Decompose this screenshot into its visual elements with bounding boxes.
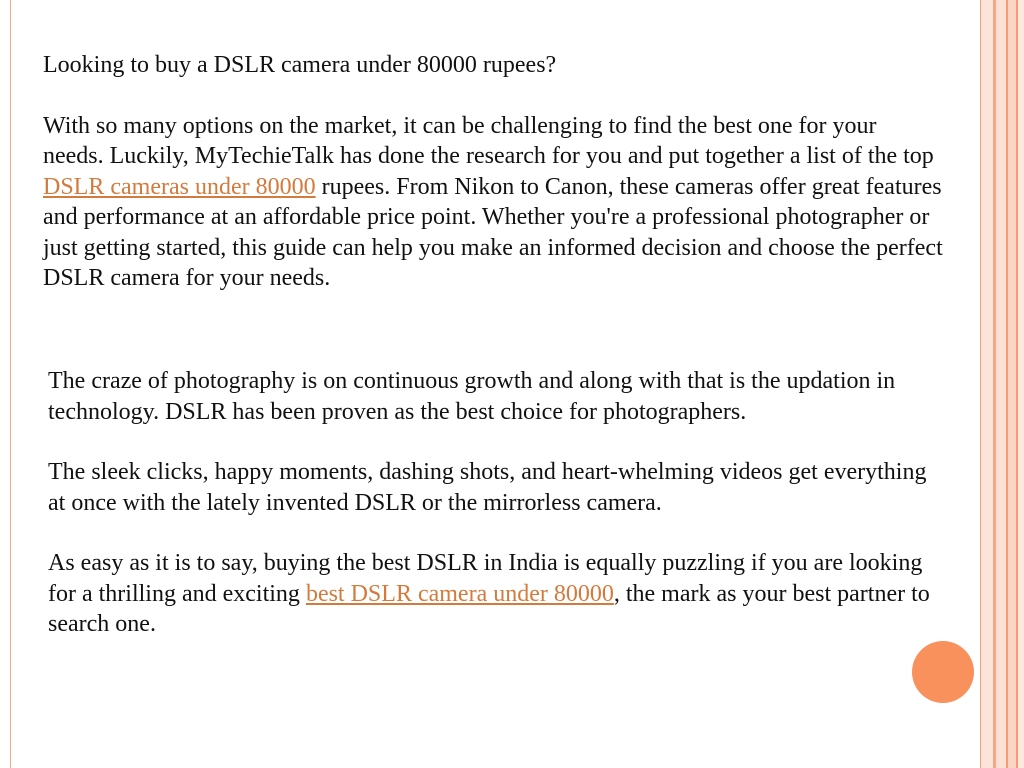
decorative-circle (912, 641, 974, 703)
body-text-after-link: , the mark as your best partner to search one. (48, 580, 930, 637)
intro-text-before-link: With so many options on the market, it can be challenging to find the best one for your needs. Luckily, MyTechieTalk has done the research for you and put together a list of the top (43, 112, 934, 169)
intro-paragraph (43, 111, 943, 294)
intro-text-block (43, 50, 943, 294)
body-paragraph-3 (48, 548, 948, 640)
left-border-line (10, 0, 11, 768)
body-text-block (48, 366, 948, 640)
right-decorative-bars (976, 0, 1024, 768)
bar-fill (1008, 0, 1016, 768)
bar-fill (1018, 0, 1024, 768)
body-text-before-link: As easy as it is to say, buying the best DSLR in India is equally puzzling if you are looking for a thrilling and exciting (48, 550, 923, 607)
dslr-cameras-link[interactable]: DSLR cameras under 80000 (43, 173, 316, 200)
bar-fill (996, 0, 1006, 768)
best-dslr-camera-link[interactable]: best DSLR camera under 80000 (305, 580, 614, 607)
body-paragraph-1: The craze of photography is on continuous growth and along with that is the updation in technology. DSLR has been proven as the best choice for photographers. (48, 368, 896, 425)
bar-fill (981, 0, 993, 768)
intro-text-after-link: rupees. From Nikon to Canon, these cameras offer great features and performance at an affordable price point. Whether you're a professional photographer or just getting started, this guide can help you make an informed decision and choose the perfect DSLR camera for your needs. (43, 173, 943, 291)
intro-heading: Looking to buy a DSLR camera under 80000 rupees? (43, 52, 557, 78)
body-paragraph-2: The sleek clicks, happy moments, dashing shots, and heart-whelming videos get everything at once with the lately invented DSLR or the mirrorless camera. (48, 459, 927, 516)
